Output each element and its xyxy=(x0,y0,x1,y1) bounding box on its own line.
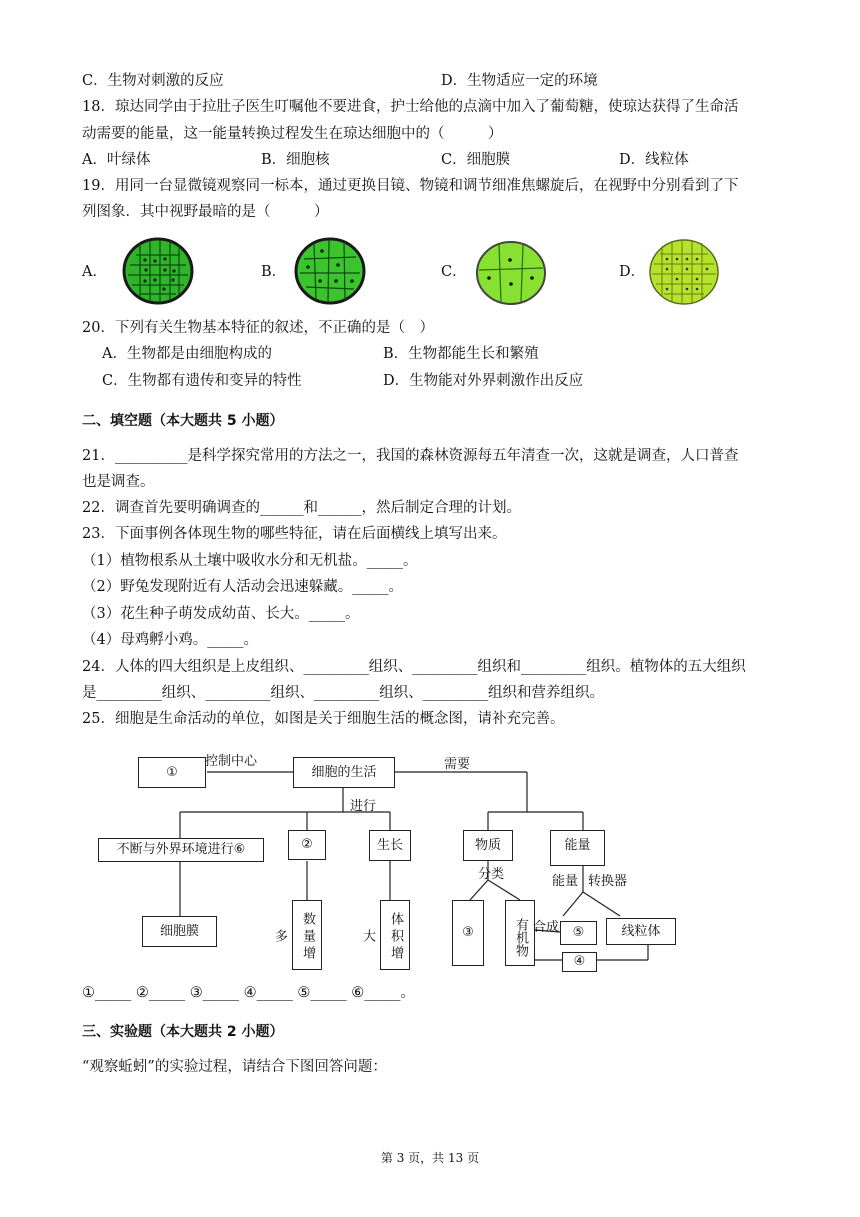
q23-item-4: （4）母鸡孵小鸡。_____。 xyxy=(82,632,258,648)
diagram-box-membrane: 细胞膜 xyxy=(142,916,217,947)
diagram-box-organic: 有机物 xyxy=(505,900,535,966)
q19-option-c: C． xyxy=(441,264,467,280)
diagram-box-mitochondria: 线粒体 xyxy=(606,918,676,945)
q19-stem-1: 19．用同一台显微镜观察同一标本，通过更换目镜、物镜和调节细准焦螺旋后，在视野中分别看到了下 xyxy=(82,178,739,194)
q25-answers: ①_____ ②_____ ③_____ ④_____ ⑤_____ ⑥_____。 xyxy=(82,985,416,1001)
q20-option-a: A．生物都是由细胞构成的 xyxy=(102,346,272,362)
q24-stem-1: 24．人体的四大组织是上皮组织、_________组织、_________组织和_________组织。植物体的五大组织 xyxy=(82,659,746,675)
label-do: 进行 xyxy=(350,799,377,814)
diagram-box-1: ① xyxy=(138,757,206,788)
q20-option-b: B．生物都能生长和繁殖 xyxy=(383,346,539,362)
section-2-heading: 二、填空题（本大题共 5 小题） xyxy=(82,413,284,429)
diagram-box-5: ⑤ xyxy=(560,921,597,945)
q22-stem: 22．调查首先要明确调查的______和______，然后制定合理的计划。 xyxy=(82,500,521,516)
q24-stem-2: 是_________组织、_________组织、_________组织、_________组织和营养组织。 xyxy=(82,685,604,701)
q19-option-b: B． xyxy=(261,264,287,280)
diagram-box-volume-increase: 体积增大 xyxy=(380,900,410,970)
diagram-box-exchange: 不断与外界环境进行⑥ xyxy=(98,838,264,862)
option-c: C．生物对刺激的反应 xyxy=(82,73,224,89)
q21-stem-2: 也是调查。 xyxy=(82,474,155,490)
q18-option-a: A．叶绿体 xyxy=(82,152,151,168)
q18-option-b: B．细胞核 xyxy=(261,152,330,168)
q23-stem: 23．下面事例各体现生物的哪些特征，请在后面横线上填写出来。 xyxy=(82,526,507,542)
q20-option-d: D．生物能对外界刺激作出反应 xyxy=(383,373,584,389)
q18-stem-2: 动需要的能量，这一能量转换过程发生在琼达细胞中的（ ） xyxy=(82,126,503,142)
label-control-center: 控制中心 xyxy=(205,754,258,769)
label-energy-2: 能量 xyxy=(552,874,579,889)
diagram-box-3: ③ xyxy=(452,900,484,966)
diagram-box-number-increase: 数量增多 xyxy=(292,900,322,970)
diagram-box-cell-life: 细胞的生活 xyxy=(293,757,395,788)
experiment-stem: “观察蚯蚓”的实验过程，请结合下图回答问题： xyxy=(82,1059,387,1075)
option-d: D．生物适应一定的环境 xyxy=(441,73,598,89)
q20-option-c: C．生物都有遗传和变异的特性 xyxy=(102,373,302,389)
label-synthesis: 合成 xyxy=(533,920,560,935)
q18-option-c: C．细胞膜 xyxy=(441,152,511,168)
label-need: 需要 xyxy=(444,757,471,772)
diagram-box-2: ② xyxy=(288,830,326,860)
section-3-heading: 三、实验题（本大题共 2 小题） xyxy=(82,1024,284,1040)
q19-option-d: D． xyxy=(619,264,646,280)
q19-stem-2: 列图象．其中视野最暗的是（ ） xyxy=(82,204,329,220)
diagram-box-matter: 物质 xyxy=(463,830,513,861)
q18-option-d: D．线粒体 xyxy=(619,152,689,168)
q19-option-a: A． xyxy=(82,264,107,280)
q20-stem: 20．下列有关生物基本特征的叙述，不正确的是（ ） xyxy=(82,320,434,336)
q18-stem-1: 18．琼达同学由于拉肚子医生叮嘱他不要进食，护士给他的点滴中加入了葡萄糖，使琼达获得了生命活 xyxy=(82,99,739,115)
diagram-box-4: ④ xyxy=(562,952,597,972)
q21-stem-1: 21．__________是科学探究常用的方法之一，我国的森林资源每五年清查一次，这就是调查，人口普查 xyxy=(82,448,739,464)
q23-item-2: （2）野兔发现附近有人活动会迅速躲藏。_____。 xyxy=(82,579,403,595)
diagram-box-energy: 能量 xyxy=(550,830,605,866)
page-footer: 第 3 页，共 13 页 xyxy=(380,1151,480,1165)
diagram-box-growth: 生长 xyxy=(369,830,411,861)
q23-item-1: （1）植物根系从土壤中吸收水分和无机盐。_____。 xyxy=(82,553,418,569)
label-converter: 转换器 xyxy=(588,874,628,889)
label-classify: 分类 xyxy=(478,867,505,882)
q25-stem: 25．细胞是生命活动的单位，如图是关于细胞生活的概念图，请补充完善。 xyxy=(82,711,565,727)
q23-item-3: （3）花生种子萌发成幼苗、长大。_____。 xyxy=(82,606,360,622)
